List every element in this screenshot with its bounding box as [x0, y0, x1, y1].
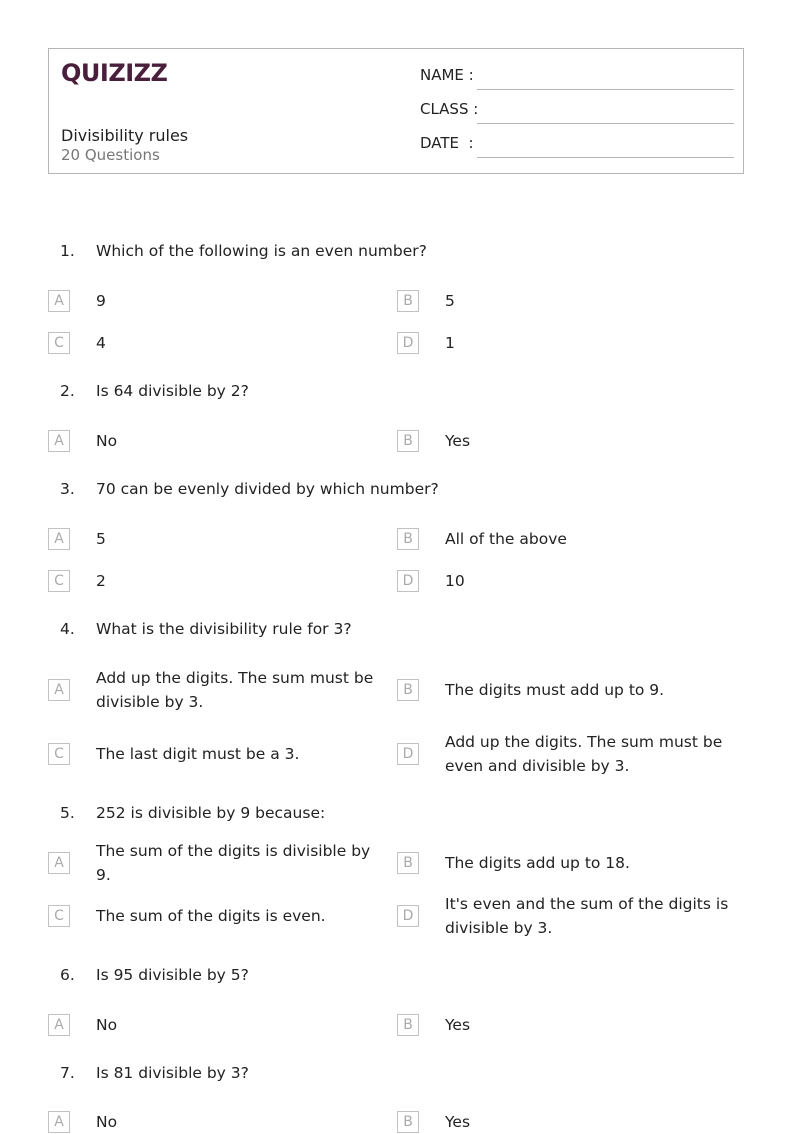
option-text: Add up the digits. The sum must be even and divisible by 3.	[445, 733, 723, 775]
answer-option[interactable]	[48, 666, 378, 714]
answer-option[interactable]	[397, 569, 745, 593]
option-letter[interactable]: C	[48, 332, 70, 354]
answer-option[interactable]	[397, 892, 745, 940]
answer-option[interactable]	[48, 331, 378, 355]
class-field[interactable]	[420, 100, 734, 124]
option-letter[interactable]: A	[48, 290, 70, 312]
answer-option[interactable]	[48, 289, 378, 313]
answer-option[interactable]	[397, 1098, 745, 1131]
option-text: The sum of the digits is divisible by 9.	[96, 842, 371, 884]
option-text: It's even and the sum of the digits is divisible by 3.	[445, 895, 729, 937]
option-letter[interactable]: D	[397, 332, 419, 354]
worksheet-header	[48, 48, 744, 174]
name-field[interactable]	[420, 66, 734, 90]
option-letter[interactable]: A	[48, 852, 70, 874]
option-letter[interactable]: B	[397, 290, 419, 312]
worksheet-title: Divisibility rules	[61, 126, 189, 145]
option-text: 9	[96, 292, 106, 310]
answer-option[interactable]	[48, 527, 378, 551]
date-line[interactable]	[477, 157, 734, 158]
question-text: Which of the following is an even number?	[96, 242, 427, 260]
answer-option[interactable]	[48, 429, 378, 453]
answer-option[interactable]	[48, 842, 378, 884]
option-text: 4	[96, 334, 106, 352]
option-text: Add up the digits. The sum must be divisible by 3.	[96, 669, 374, 711]
question-text: Is 81 divisible by 3?	[96, 1064, 249, 1082]
option-letter[interactable]: B	[397, 528, 419, 550]
question-count: 20 Questions	[61, 146, 160, 164]
question-number: 2.	[60, 382, 75, 400]
question-number: 5.	[60, 804, 75, 822]
quizizz-logo: QUIZIZZ	[61, 59, 168, 87]
option-letter[interactable]: A	[48, 430, 70, 452]
date-label: DATE :	[420, 134, 474, 152]
option-letter[interactable]: C	[48, 743, 70, 765]
option-text: Yes	[445, 1016, 471, 1034]
question-number: 6.	[60, 966, 75, 984]
option-text: 5	[445, 292, 455, 310]
answer-option[interactable]	[48, 1013, 378, 1037]
option-text: Yes	[445, 1113, 471, 1131]
answer-option[interactable]	[397, 429, 745, 453]
answer-option[interactable]	[397, 331, 745, 355]
class-label: CLASS :	[420, 100, 479, 118]
option-letter[interactable]: A	[48, 528, 70, 550]
question-text: What is the divisibility rule for 3?	[96, 620, 352, 638]
option-letter[interactable]: D	[397, 743, 419, 765]
answer-option[interactable]	[48, 892, 378, 940]
option-letter[interactable]: D	[397, 570, 419, 592]
option-letter[interactable]: C	[48, 570, 70, 592]
answer-option[interactable]	[397, 730, 745, 778]
option-text: 10	[445, 572, 465, 590]
option-text: 5	[96, 530, 106, 548]
date-field[interactable]	[420, 134, 734, 158]
question-text: 70 can be evenly divided by which number?	[96, 480, 439, 498]
option-letter[interactable]: D	[397, 905, 419, 927]
question-text: Is 64 divisible by 2?	[96, 382, 249, 400]
question-text: 252 is divisible by 9 because:	[96, 804, 326, 822]
answer-option[interactable]	[397, 289, 745, 313]
option-letter[interactable]: B	[397, 852, 419, 874]
option-text: The digits must add up to 9.	[445, 681, 665, 699]
question-text: Is 95 divisible by 5?	[96, 966, 249, 984]
option-letter[interactable]: B	[397, 679, 419, 701]
question-number: 4.	[60, 620, 75, 638]
option-text: The last digit must be a 3.	[96, 745, 300, 763]
name-line[interactable]	[477, 89, 734, 90]
class-line[interactable]	[477, 123, 734, 124]
option-letter[interactable]: B	[397, 1014, 419, 1036]
option-letter[interactable]: A	[48, 679, 70, 701]
option-text: 1	[445, 334, 455, 352]
option-text: No	[96, 1113, 118, 1131]
answer-option[interactable]	[48, 730, 378, 778]
name-label: NAME :	[420, 66, 474, 84]
option-text: The digits add up to 18.	[445, 854, 630, 872]
answer-option[interactable]	[397, 527, 745, 551]
answer-option[interactable]	[397, 1013, 745, 1037]
option-text: No	[96, 432, 118, 450]
option-text: 2	[96, 572, 106, 590]
answer-option[interactable]	[397, 666, 745, 714]
answer-option[interactable]	[48, 569, 378, 593]
answer-option[interactable]	[397, 851, 745, 875]
option-text: The sum of the digits is even.	[96, 907, 326, 925]
question-number: 7.	[60, 1064, 75, 1082]
option-letter[interactable]: A	[48, 1014, 70, 1036]
option-letter[interactable]: B	[397, 430, 419, 452]
option-text: No	[96, 1016, 118, 1034]
answer-option[interactable]	[48, 1098, 378, 1131]
option-letter[interactable]: B	[397, 1111, 419, 1133]
option-text: All of the above	[445, 530, 567, 548]
option-letter[interactable]: C	[48, 905, 70, 927]
option-text: Yes	[445, 432, 471, 450]
question-number: 3.	[60, 480, 75, 498]
question-number: 1.	[60, 242, 75, 260]
option-letter[interactable]: A	[48, 1111, 70, 1133]
